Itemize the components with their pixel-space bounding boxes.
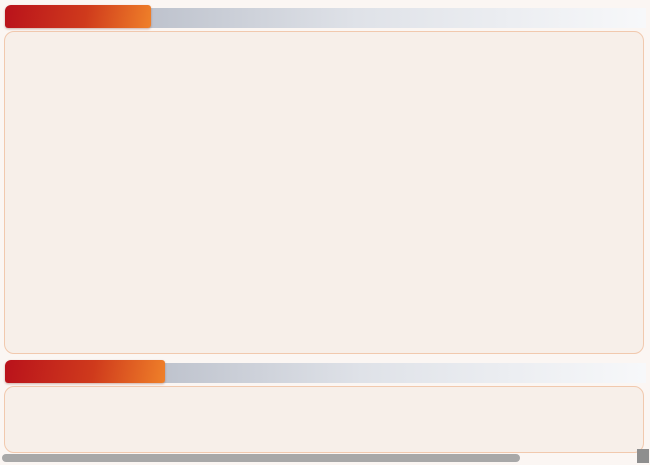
presale-stats-container (4, 31, 644, 354)
image-source-caption (637, 449, 649, 463)
header-silver-band (120, 8, 646, 28)
stock-stats-container (4, 386, 644, 453)
stock-silver-band (130, 363, 646, 383)
horizontal-scrollbar-thumb[interactable] (2, 454, 520, 462)
stock-section-ribbon (5, 360, 165, 383)
presale-section-ribbon (5, 5, 151, 28)
